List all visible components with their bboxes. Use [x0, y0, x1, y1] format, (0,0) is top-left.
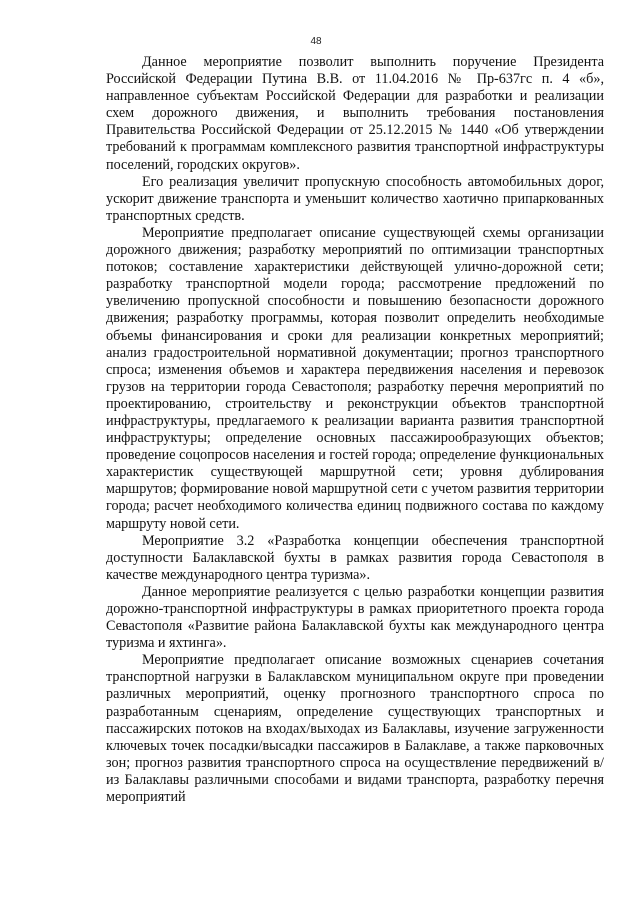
paragraph-measure-3-2-title: Мероприятие 3.2 «Разработка концепции обеспечения транспортной доступности Балаклавской бухты в рамках развития города Севастополя в качестве международного центра туризма».	[106, 532, 604, 583]
paragraph-measure-scope: Мероприятие предполагает описание существующей схемы организации дорожного движения; разработку мероприятий по оптимизации транспортных потоков; составление характеристики действующей улично-дорожной сети; разработку транспортной модели города; рассмотрение предложений по увеличению пропускной способности и повышению безопасности дорожного движения; разработку программы, которая позволит определить необходимые объемы финансирования и сроки для реализации конкретных мероприятий; анализ градостроительной нормативной документации; прогноз транспортного спроса; изменения объемов и характера передвижения населения и перевозок грузов на территории города Севастополя; разработку перечня мероприятий по проектированию, строительству и реконструкции объектов транспортной инфраструктуры, предлагаемого к реализации варианта развития транспортной инфраструктуры; определение основных пассажирообразующих объектов; проведение соцопросов населения и гостей города; определение функциональных характеристик существующей маршрутной сети; уровня дублирования маршрутов; формирование новой маршрутной сети с учетом развития территории города; расчет необходимого количества единиц подвижного состава по каждому маршруту новой сети.	[106, 224, 604, 532]
paragraph-capacity-effect: Его реализация увеличит пропускную способность автомобильных дорог, ускорит движение транспорта и уменьшит количество хаотично припаркованных транспортных средств.	[106, 173, 604, 224]
page-number: 48	[310, 36, 322, 47]
paragraph-presidential-order: Данное мероприятие позволит выполнить поручение Президента Российской Федерации Путина В.В. от 11.04.2016 № Пр-637гс п. 4 «б», направленное субъектам Российской Федерации для разработки и реализации схем дорожного движения, и выполнить требования постановления Правительства Российской Федерации от 25.12.2015 № 1440 «Об утверждении требований к программам комплексного развития транспортной инфраструктуры поселений, городских округов».	[106, 54, 604, 173]
document-body	[106, 54, 604, 806]
paragraph-measure-3-2-scope: Мероприятие предполагает описание возможных сценариев сочетания транспортной нагрузки в Балаклавском муниципальном округе при проведении различных мероприятий, оценку прогнозного транспортного спроса по разработанным сценариям, определение существующих транспортных и пассажирских потоков на входах/выходах из Балаклавы, изучение загруженности ключевых точек посадки/высадки пассажиров в Балаклаве, а также парковочных зон; прогноз развития транспортного спроса на осуществление передвижений в/из Балаклавы различными способами и видами транспорта, разработку перечня мероприятий	[106, 652, 604, 806]
paragraph-measure-3-2-goal: Данное мероприятие реализуется с целью разработки концепции развития дорожно-транспортной инфраструктуры в рамках приоритетного проекта города Севастополя «Развитие района Балаклавской бухты как международного центра туризма и яхтинга».	[106, 583, 604, 652]
